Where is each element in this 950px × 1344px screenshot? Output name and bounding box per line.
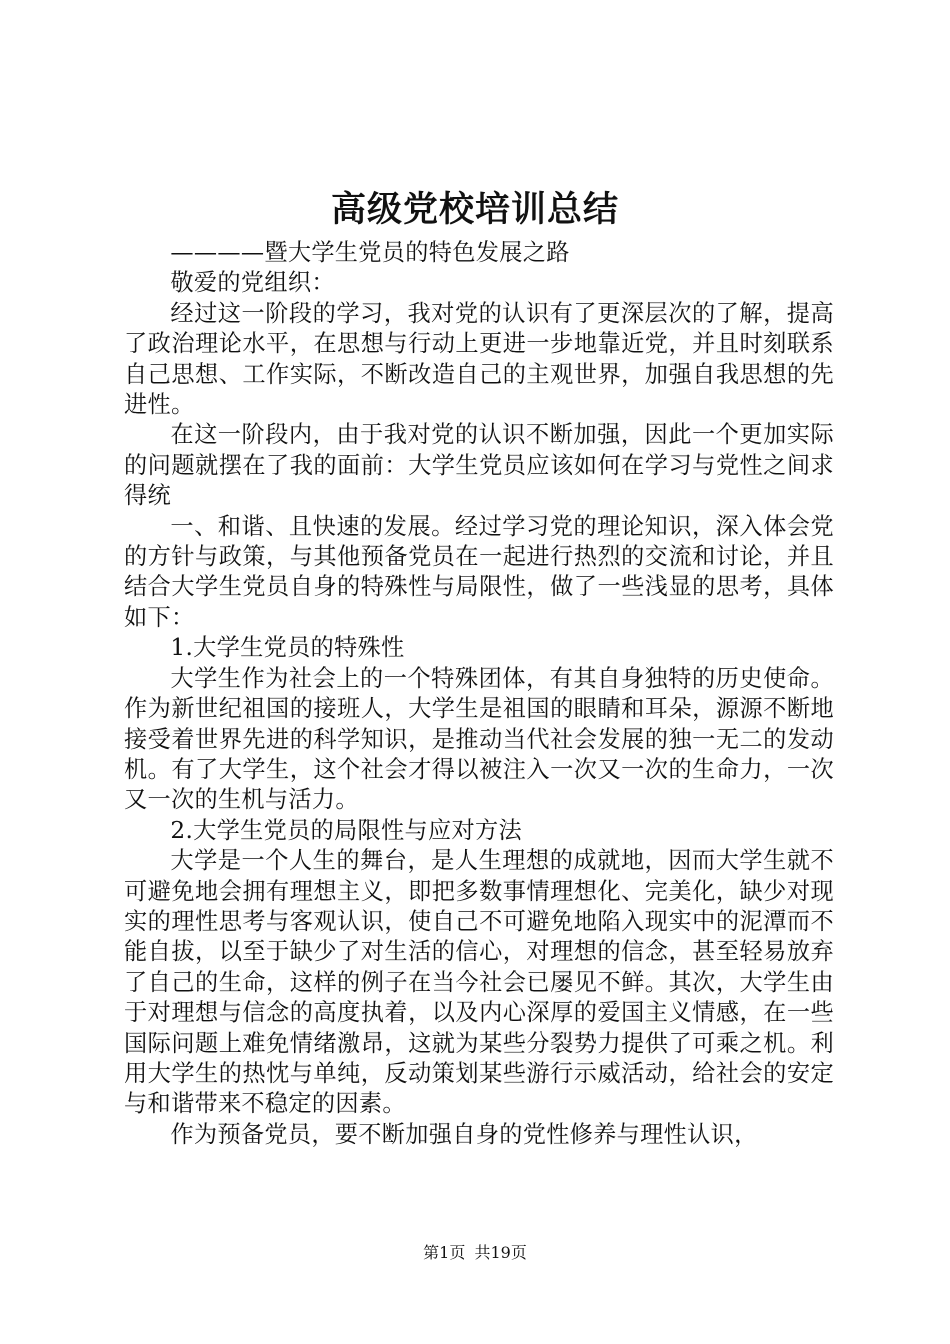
- document-title: 高级党校培训总结: [330, 189, 619, 230]
- paragraph: 大学生作为社会上的一个特殊团体，有其自身独特的历史使命。作为新世纪祖国的接班人，大学生是祖国的眼睛和耳朵，源源不断地接受着世界先进的科学知识，是推动当代社会发展的独一无二的发动机。有了大学生，这个社会才得以被注入一次又一次的生命力，一次又一次的生机与活力。: [124, 664, 834, 814]
- page-total: 共19页: [474, 1243, 527, 1262]
- page-number: 第1页: [423, 1243, 466, 1262]
- salutation: 敬爱的党组织：: [170, 269, 335, 297]
- paragraph: 在这一阶段内，由于我对党的认识不断加强，因此一个更加实际的问题就摆在了我的面前：大学生党员应该如何在学习与党性之间求得统: [124, 421, 834, 510]
- paragraph: 大学是一个人生的舞台，是人生理想的成就地，因而大学生就不可避免地会拥有理想主义，即把多数事情理想化、完美化，缺少对现实的理性思考与客观认识，使自己不可避免地陷入现实中的泥潭而不能自拔，以至于缺少了对生活的信心，对理想的信念，甚至轻易放弃了自己的生命，这样的例子在当今社会已屡见不鲜。其次，大学生由于对理想与信念的高度执着，以及内心深厚的爱国主义情感，在一些国际问题上难免情绪激昂，这就为某些分裂势力提供了可乘之机。利用大学生的热忱与单纯，反动策划某些游行示威活动，给社会的安定与和谐带来不稳定的因素。: [124, 847, 834, 1118]
- paragraph: 经过这一阶段的学习，我对党的认识有了更深层次的了解，提高了政治理论水平，在思想与行动上更进一步地靠近党，并且时刻联系自己思想、工作实际，不断改造自己的主观世界，加强自我思想的先进性。: [124, 299, 834, 419]
- section-heading: 1.大学生党员的特殊性: [170, 634, 405, 662]
- page-footer: [0, 1240, 950, 1263]
- subtitle: ————暨大学生党员的特色发展之路: [170, 239, 570, 266]
- document-body: [124, 238, 834, 1150]
- section-heading: 2.大学生党员的局限性与应对方法: [170, 816, 522, 844]
- paragraph: 作为预备党员，要不断加强自身的党性修养与理性认识，: [170, 1120, 758, 1148]
- paragraph: 一、和谐、且快速的发展。经过学习党的理论知识，深入体会党的方针与政策，与其他预备党员在一起进行热烈的交流和讨论，并且结合大学生党员自身的特殊性与局限性，做了一些浅显的思考，具体如下：: [124, 512, 834, 631]
